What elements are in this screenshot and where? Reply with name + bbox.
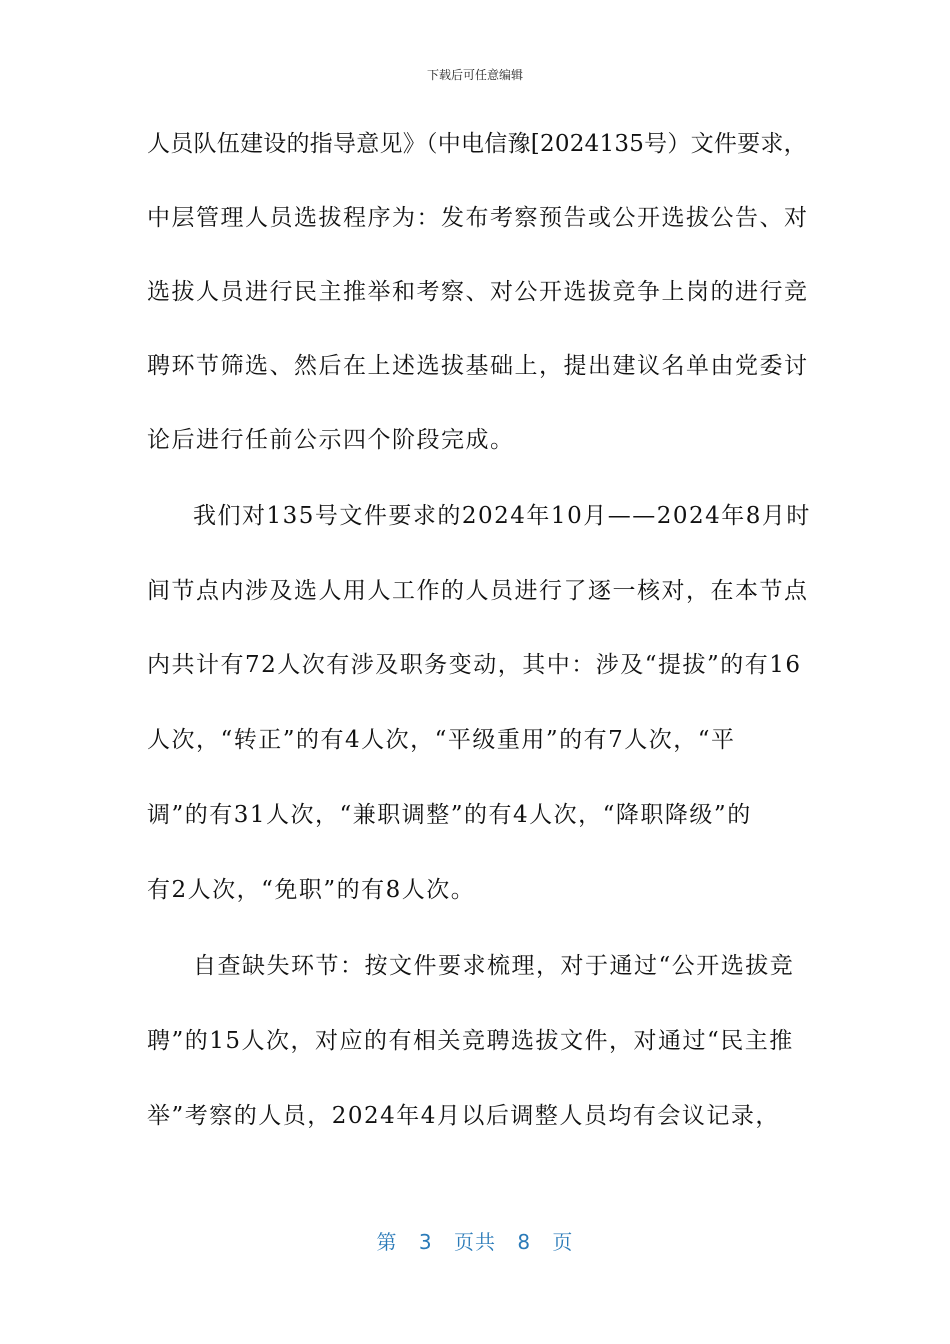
- text-line-8: 内共计有72人次有涉及职务变动，其中：涉及“提拔”的有16: [147, 652, 802, 678]
- text-line-5: 论后进行任前公示四个阶段完成。: [147, 427, 515, 453]
- text-line-3: 选拔人员进行民主推举和考察、对公开选拔竞争上岗的进行竞: [147, 279, 809, 305]
- text-line-4: 聘环节筛选、然后在上述选拔基础上，提出建议名单由党委讨: [147, 353, 809, 379]
- text-line-10: 调”的有31人次，“兼职调整”的有4人次，“降职降级”的: [147, 802, 752, 828]
- text-line-1: 人员队伍建设的指导意见》（中电信豫[2024135号）文件要求，: [147, 131, 807, 157]
- text-line-2: 中层管理人员选拔程序为：发布考察预告或公开选拔公告、对: [147, 205, 809, 231]
- page-number-footer: 第 3 页共 8 页: [376, 1230, 574, 1254]
- text-line-9: 人次，“转正”的有4人次，“平级重用”的有7人次，“平: [147, 727, 736, 753]
- text-line-14: 举”考察的人员，2024年4月以后调整人员均有会议记录，: [147, 1103, 780, 1129]
- text-line-7: 间节点内涉及选人用人工作的人员进行了逐一核对，在本节点: [147, 578, 809, 604]
- paragraph-3-first-line: 自查缺失环节：按文件要求梳理，对于通过“公开选拔竞: [193, 953, 795, 979]
- text-line-13: 聘”的15人次，对应的有相关竞聘选拔文件，对通过“民主推: [147, 1028, 794, 1054]
- paragraph-2-first-line: 我们对135号文件要求的2024年10月——2024年8月时: [193, 503, 811, 529]
- text-line-11: 有2人次，“免职”的有8人次。: [147, 877, 476, 903]
- page-header-note: 下载后可任意编辑: [426, 68, 523, 82]
